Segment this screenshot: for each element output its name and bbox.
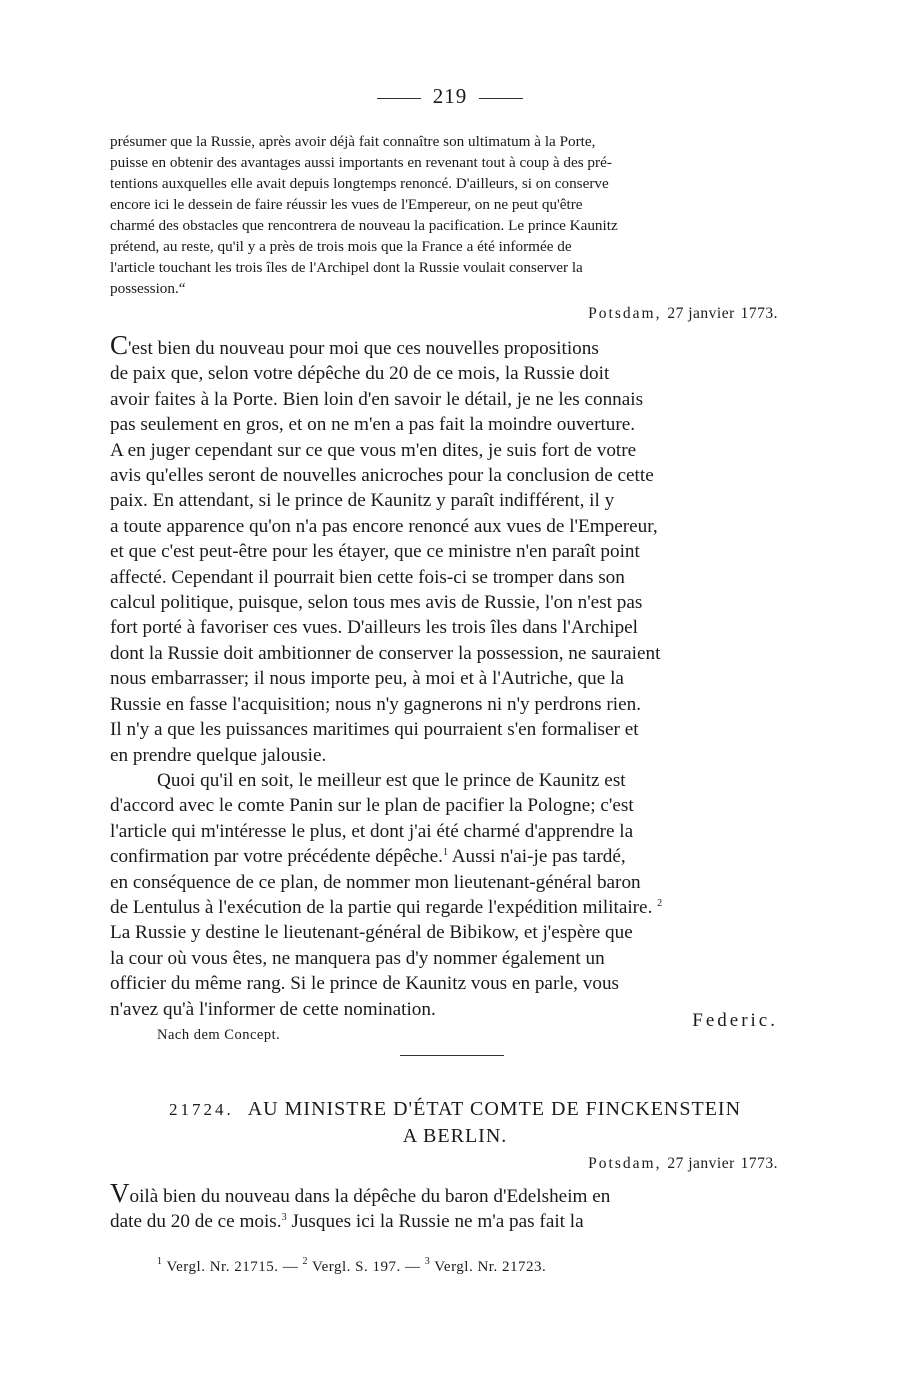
dateline-year: 1773.: [740, 1155, 778, 1172]
body-line: calcul politique, puisque, selon tous mes avis de Russie, l'on n'est pas: [110, 592, 643, 614]
signature: Federic.: [692, 1010, 778, 1031]
body-line: n'avez qu'à l'informer de cette nomination.: [110, 998, 436, 1020]
page-number-header: [0, 84, 900, 109]
source-note: Nach dem Concept.: [157, 1027, 281, 1043]
body-line: Il n'y a que les puissances maritimes qui pourraient s'en formaliser et: [110, 719, 639, 741]
body-line: avoir faites à la Porte. Bien loin d'en savoir le détail, je ne les connais: [110, 388, 644, 410]
section-divider: [400, 1055, 504, 1056]
quote-line: charmé des obstacles que rencontrera de nouveau la pacification. Le prince Kaunitz: [110, 217, 618, 234]
quote-line: tentions auxquelles elle avait depuis longtemps renoncé. D'ailleurs, si on conserve: [110, 175, 609, 192]
body-line: de paix que, selon votre dépêche du 20 de ce mois, la Russie doit: [110, 363, 610, 385]
body-line: Voilà bien du nouveau dans la dépêche du baron d'Edelsheim en: [110, 1178, 611, 1208]
letter1-body: [110, 330, 800, 1022]
body-line: Russie en fasse l'acquisition; nous n'y gagnerons ni n'y perdrons rien.: [110, 693, 642, 715]
footnote-marker-1: 1: [157, 1256, 163, 1267]
body-line: et que c'est peut-être pour les étayer, que ce ministre n'en paraît point: [110, 541, 640, 563]
quote-line: puisse en obtenir des avantages aussi importants en revenant tout à coup à des pré-: [110, 154, 612, 171]
heading-line-1: [110, 1096, 800, 1123]
body-line: la cour où vous êtes, ne manquera pas d'y nommer également un: [110, 947, 605, 969]
body-line: nous embarrasser; il nous importe peu, à moi et à l'Autriche, que la: [110, 668, 624, 690]
page-number: 219: [432, 84, 468, 108]
quote-line: présumer que la Russie, après avoir déjà fait connaître son ultimatum à la Porte,: [110, 133, 596, 150]
dateline-date: 27 janvier: [667, 1155, 735, 1172]
drop-cap: V: [110, 1178, 130, 1208]
body-line: affecté. Cependant il pourrait bien cette fois-ci se tromper dans son: [110, 566, 625, 588]
footnotes: [157, 1256, 547, 1276]
dateline-year: 1773.: [740, 305, 778, 322]
heading-line-2: A BERLIN.: [402, 1125, 508, 1147]
footnote-3: Vergl. Nr. 21723.: [434, 1259, 547, 1275]
dateline-place: Potsdam,: [588, 1155, 662, 1172]
body-line: paix. En attendant, si le prince de Kaunitz y paraît indifférent, il y: [110, 490, 615, 512]
footnote-marker-3: 3: [424, 1256, 431, 1267]
dateline-date: 27 janvier: [667, 305, 735, 322]
body-line: a toute apparence qu'on n'a pas encore renoncé aux vues de l'Empereur,: [110, 515, 658, 537]
letter1-dateline: [588, 305, 778, 323]
body-line: d'accord avec le comte Panin sur le plan de pacifier la Pologne; c'est: [110, 795, 634, 817]
body-line: Quoi qu'il en soit, le meilleur est que le prince de Kaunitz est: [157, 769, 626, 791]
quote-line: prétend, au reste, qu'il y a près de trois mois que la France a été informée de: [110, 238, 572, 255]
body-line: C'est bien du nouveau pour moi que ces nouvelles propositions: [110, 330, 599, 360]
body-line: de Lentulus à l'exécution de la partie qui regarde l'expédition militaire. $^2$: [110, 896, 663, 918]
letter-number: 21724.: [168, 1100, 234, 1119]
body-line: date du 20 de ce mois.$^3$ Jusques ici la Russie ne m'a pas fait la: [110, 1211, 584, 1233]
footnote-marker-2: 2: [302, 1256, 308, 1267]
body-line: en conséquence de ce plan, de nommer mon lieutenant-général baron: [110, 871, 641, 893]
letter2-heading: [110, 1096, 800, 1150]
quoted-report-block: [110, 131, 800, 299]
dateline-place: Potsdam,: [588, 305, 662, 322]
body-line: confirmation par votre précédente dépêche.$^1$ Aussi n'ai-je pas tardé,: [110, 846, 626, 868]
body-line: dont la Russie doit ambitionner de conserver la possession, ne sauraient: [110, 642, 661, 664]
folio-dash-right: [479, 98, 523, 99]
body-line: officier du même rang. Si le prince de Kaunitz vous en parle, vous: [110, 973, 620, 995]
footnote-2: Vergl. S. 197. —: [311, 1259, 421, 1275]
body-line: A en juger cependant sur ce que vous m'en dites, je suis fort de votre: [110, 439, 637, 461]
letter2-body: [110, 1178, 800, 1235]
letter2-dateline: [588, 1155, 778, 1173]
quote-line: encore ici le dessein de faire réussir les vues de l'Empereur, on ne peut qu'être: [110, 196, 583, 213]
body-line: en prendre quelque jalousie.: [110, 744, 327, 766]
body-line: La Russie y destine le lieutenant-général de Bibikow, et j'espère que: [110, 922, 633, 944]
body-line: l'article qui m'intéresse le plus, et dont j'ai été charmé d'apprendre la: [110, 820, 634, 842]
body-line: pas seulement en gros, et on ne m'en a pas fait la moindre ouverture.: [110, 414, 636, 436]
footnote-1: Vergl. Nr. 21715. —: [166, 1259, 299, 1275]
footnote-ref-3[interactable]: 3: [281, 1212, 287, 1224]
folio-dash-left: [377, 98, 421, 99]
footnote-ref-2[interactable]: 2: [657, 897, 663, 909]
footnote-ref-1[interactable]: 1: [442, 847, 448, 859]
body-line: avis qu'elles seront de nouvelles anicroches pour la conclusion de cette: [110, 465, 654, 487]
quote-line: possession.“: [110, 280, 186, 297]
body-line: fort porté à favoriser ces vues. D'ailleurs les trois îles dans l'Archipel: [110, 617, 639, 639]
drop-cap: C: [110, 330, 129, 360]
heading-title: AU MINISTRE D'ÉTAT COMTE DE FINCKENSTEIN: [247, 1098, 742, 1120]
quote-line: l'article touchant les trois îles de l'Archipel dont la Russie voulait conserver la: [110, 259, 583, 276]
